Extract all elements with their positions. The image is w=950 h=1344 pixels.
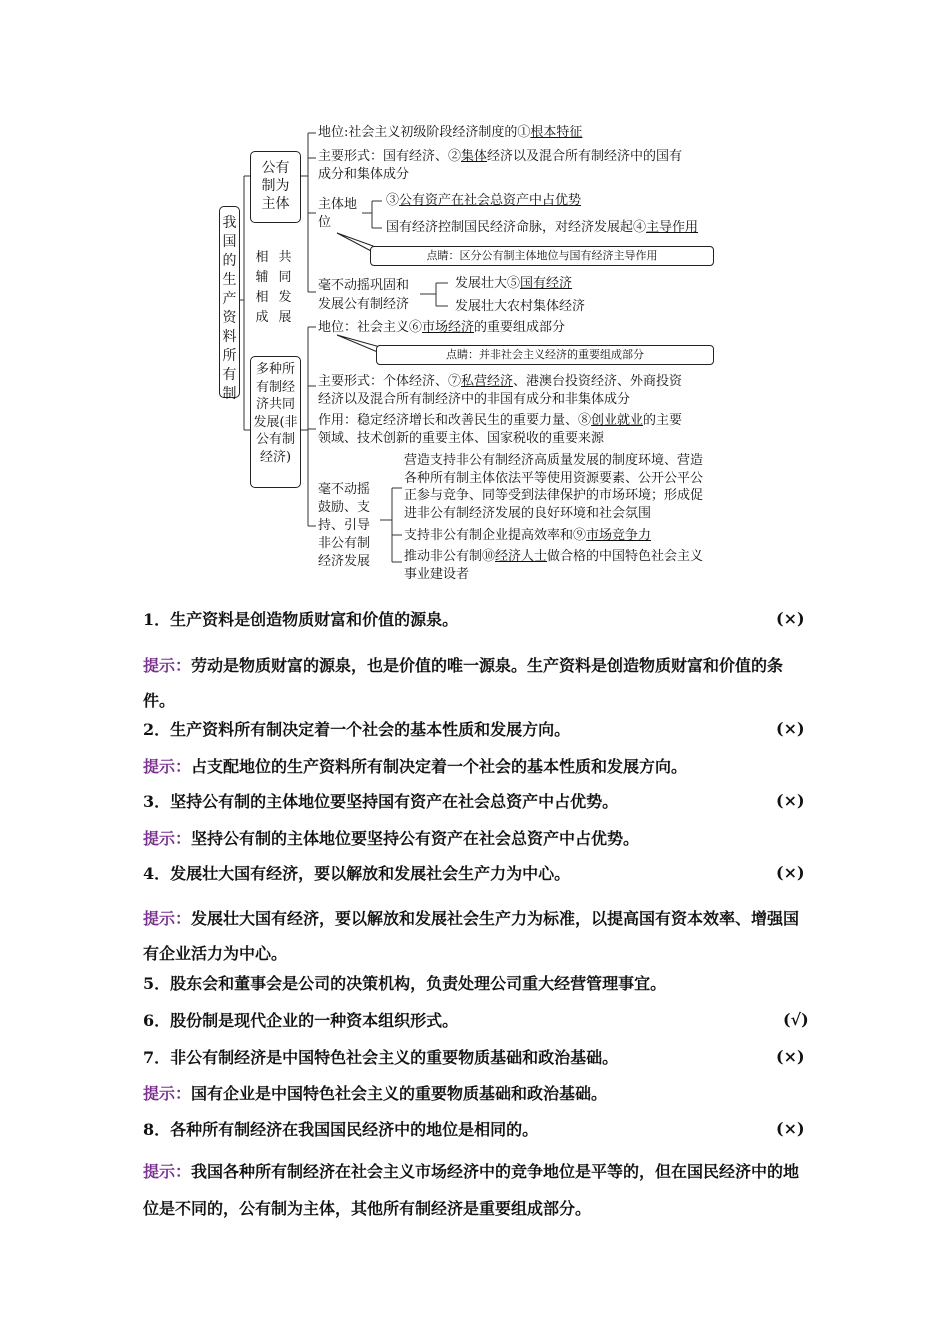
- encourage-item2: 支持非公有制企业提高效率和⑨市场竞争力: [404, 528, 652, 543]
- consolidate-label2: 发展公有制经济: [318, 297, 410, 312]
- nonpublic-role: 作用：稳定经济增长和改善民生的重要力量、⑧创业就业的主要: [318, 413, 683, 428]
- nonpublic-status: 地位：社会主义⑥市场经济的重要组成部分: [318, 320, 566, 335]
- hint-label: 提示：: [143, 656, 192, 675]
- hint-label: 提示：: [143, 909, 192, 928]
- answer-10: 经济人士: [495, 549, 548, 564]
- root-label: 我国的生产资料所有制: [222, 215, 237, 402]
- main-position-label2: 位: [318, 215, 332, 230]
- question-8-mark: (×): [776, 1119, 805, 1138]
- hint-2: 提示：占支配地位的生产资料所有制决定着一个社会的基本性质和发展方向。: [143, 757, 688, 776]
- question-2: 2．生产资料所有制决定着一个社会的基本性质和发展方向。: [143, 720, 571, 739]
- hint-1: 提示：劳动是物质财富的源泉，也是价值的唯一源泉。生产资料是创造物质财富和价值的条件。: [143, 656, 784, 710]
- nonpublic-title: 多种所有制经济共同发展(非公有制经济): [253, 362, 298, 465]
- nonpublic-callout: 点睛：并非社会主义经济的重要组成部分: [376, 345, 714, 365]
- question-7: 7．非公有制经济是中国特色社会主义的重要物质基础和政治基础。: [143, 1048, 619, 1067]
- question-4-mark: (×): [776, 863, 805, 882]
- question-2-mark: (×): [776, 719, 805, 738]
- encourage-item1: 营造支持非公有制经济高质量发展的制度环境、营造 各种所有制主体依法平等使用资源要素、公开公平公 正参与竞争、同等受到法律保护的市场环境；形成促 进非公有制经济发展的良好环境和社会氛围: [404, 453, 704, 521]
- hint-4: 提示：发展壮大国有经济，要以解放和发展社会生产力为标准，以提高国有资本效率、增强国有企业活力为中心。: [143, 909, 800, 963]
- nonpublic-role-line2: 领域、技术创新的重要主体、国家税收的重要来源: [318, 431, 605, 446]
- hint-3: 提示：坚持公有制的主体地位要坚持公有资产在社会总资产中占优势。: [143, 829, 640, 848]
- question-4: 4．发展壮大国有经济，要以解放和发展社会生产力为中心。: [143, 864, 571, 883]
- public-callout: 点睛：区分公有制主体地位与国有经济主导作用: [370, 246, 714, 266]
- common-development-label: 共同发展: [278, 250, 292, 325]
- question-1-mark: (×): [776, 609, 805, 628]
- hint-label: 提示：: [143, 757, 192, 776]
- main-position-item1: ③公有资产在社会总资产中占优势: [386, 193, 582, 208]
- answer-3: 公有资产在社会总资产中占优势: [399, 193, 582, 208]
- hint-label: 提示：: [143, 1162, 192, 1181]
- hint-label: 提示：: [143, 1084, 192, 1103]
- encourage-label: 毫不动摇 鼓励、支 持、引导 非公有制 经济发展: [318, 482, 371, 569]
- encourage-item3-line2: 事业建设者: [404, 567, 470, 582]
- answer-4: 主导作用: [646, 220, 699, 235]
- public-forms: 主要形式：国有经济、②集体经济以及混合所有制经济中的国有: [318, 149, 683, 164]
- answer-7: 私营经济: [461, 374, 514, 389]
- question-5: 5．股东会和董事会是公司的决策机构，负责处理公司重大经营管理事宜。: [143, 974, 667, 993]
- answer-1: 根本特征: [530, 125, 583, 140]
- main-position-label1: 主体地: [318, 197, 358, 212]
- nonpublic-forms: 主要形式：个体经济、⑦私营经济、港澳台投资经济、外商投资: [318, 374, 683, 389]
- question-8: 8．各种所有制经济在我国国民经济中的地位是相同的。: [143, 1120, 539, 1139]
- answer-2: 集体: [461, 149, 488, 164]
- answer-8: 创业就业: [591, 413, 644, 428]
- consolidate-label1: 毫不动摇巩固和: [318, 278, 410, 293]
- root-box: [219, 206, 240, 402]
- encourage-item3: 推动非公有制⑩经济人士做合格的中国特色社会主义: [404, 549, 704, 564]
- question-3: 3．坚持公有制的主体地位要坚持国有资产在社会总资产中占优势。: [143, 792, 619, 811]
- answer-6: 市场经济: [422, 320, 475, 335]
- answer-9: 市场竞争力: [586, 528, 652, 543]
- question-1: 1．生产资料是创造物质财富和价值的源泉。: [143, 610, 459, 629]
- consolidate-item2: 发展壮大农村集体经济: [455, 299, 586, 314]
- nonpublic-ownership-box: [250, 356, 301, 488]
- mutual-support-label: 相辅相成: [255, 250, 269, 325]
- question-3-mark: (×): [776, 791, 805, 810]
- hint-7: 提示：国有企业是中国特色社会主义的重要物质基础和政治基础。: [143, 1084, 608, 1103]
- hint-8: 提示：我国各种所有制经济在社会主义市场经济中的竞争地位是平等的，但在国民经济中的地位是不同的，公有制为主体，其他所有制经济是重要组成部分。: [143, 1162, 800, 1218]
- hint-label: 提示：: [143, 829, 192, 848]
- public-status: 地位:社会主义初级阶段经济制度的①根本特征: [318, 125, 583, 140]
- question-6: 6．股份制是现代企业的一种资本组织形式。: [143, 1011, 459, 1030]
- public-ownership-box: [250, 151, 301, 223]
- question-7-mark: (×): [776, 1047, 805, 1066]
- answer-5: 国有经济: [520, 276, 573, 291]
- public-title: 公有制为主体: [261, 160, 290, 212]
- main-position-item2: 国有经济控制国民经济命脉，对经济发展起④主导作用: [386, 220, 699, 235]
- nonpublic-forms-line2: 经济以及混合所有制经济中的非国有成分和非集体成分: [318, 392, 631, 407]
- public-forms-line2: 成分和集体成分: [318, 167, 410, 182]
- consolidate-item1: 发展壮大⑤国有经济: [455, 276, 573, 291]
- question-6-mark: (√): [783, 1010, 809, 1029]
